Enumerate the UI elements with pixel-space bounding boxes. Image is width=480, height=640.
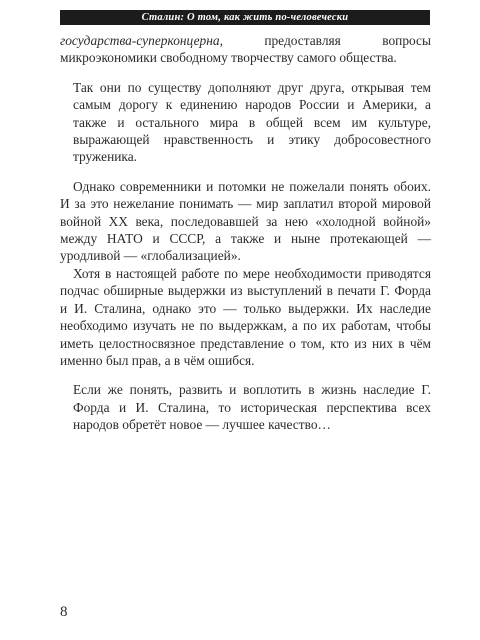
paragraph-4: Хотя в настоящей работе по мере необходимости приводятся подчас обширные выдержки из выступлений в печати Г. Форда и И. Сталина, однако это — только выдержки. Их наследие необходимо изучать не по выдержкам, а по их работам, чтобы иметь целостносвязное представление о том, кто из них в чём именно был прав, а в чём ошибся.	[60, 265, 431, 368]
page-body	[60, 32, 431, 434]
running-header: Сталин: О том, как жить по-человечески	[60, 10, 430, 25]
page-number: 8	[60, 604, 68, 620]
paragraph-3: Однако современники и потомки не пожелали понять обоих. И за это нежелание понимать — мир заплатил второй мировой войной XX века, последовавшей за нею «холодной войной» между НАТО и СССР, а также и ныне протекающей — уродливой — «глобализацией».	[60, 178, 431, 264]
paragraph-continuation	[60, 32, 431, 67]
italic-term: государства-суперконцерна	[60, 33, 220, 48]
paragraph-quote-block-2: Если же понять, развить и воплотить в жизнь наследие Г. Форда и И. Сталина, то историческая перспектива всех народов обретёт новое — лучшее качество…	[73, 382, 431, 433]
paragraph-continuation-text: , предоставляя вопросы микроэкономики свободному творчеству самого общества.	[60, 33, 431, 66]
paragraph-quote-block-1: Так они по существу дополняют друг друга, открывая тем самым дорогу к единению народов России и Америки, а также и остального мира в общей всем им культуре, выражающей нравственность и этику добросовестного труженика.	[73, 79, 431, 165]
